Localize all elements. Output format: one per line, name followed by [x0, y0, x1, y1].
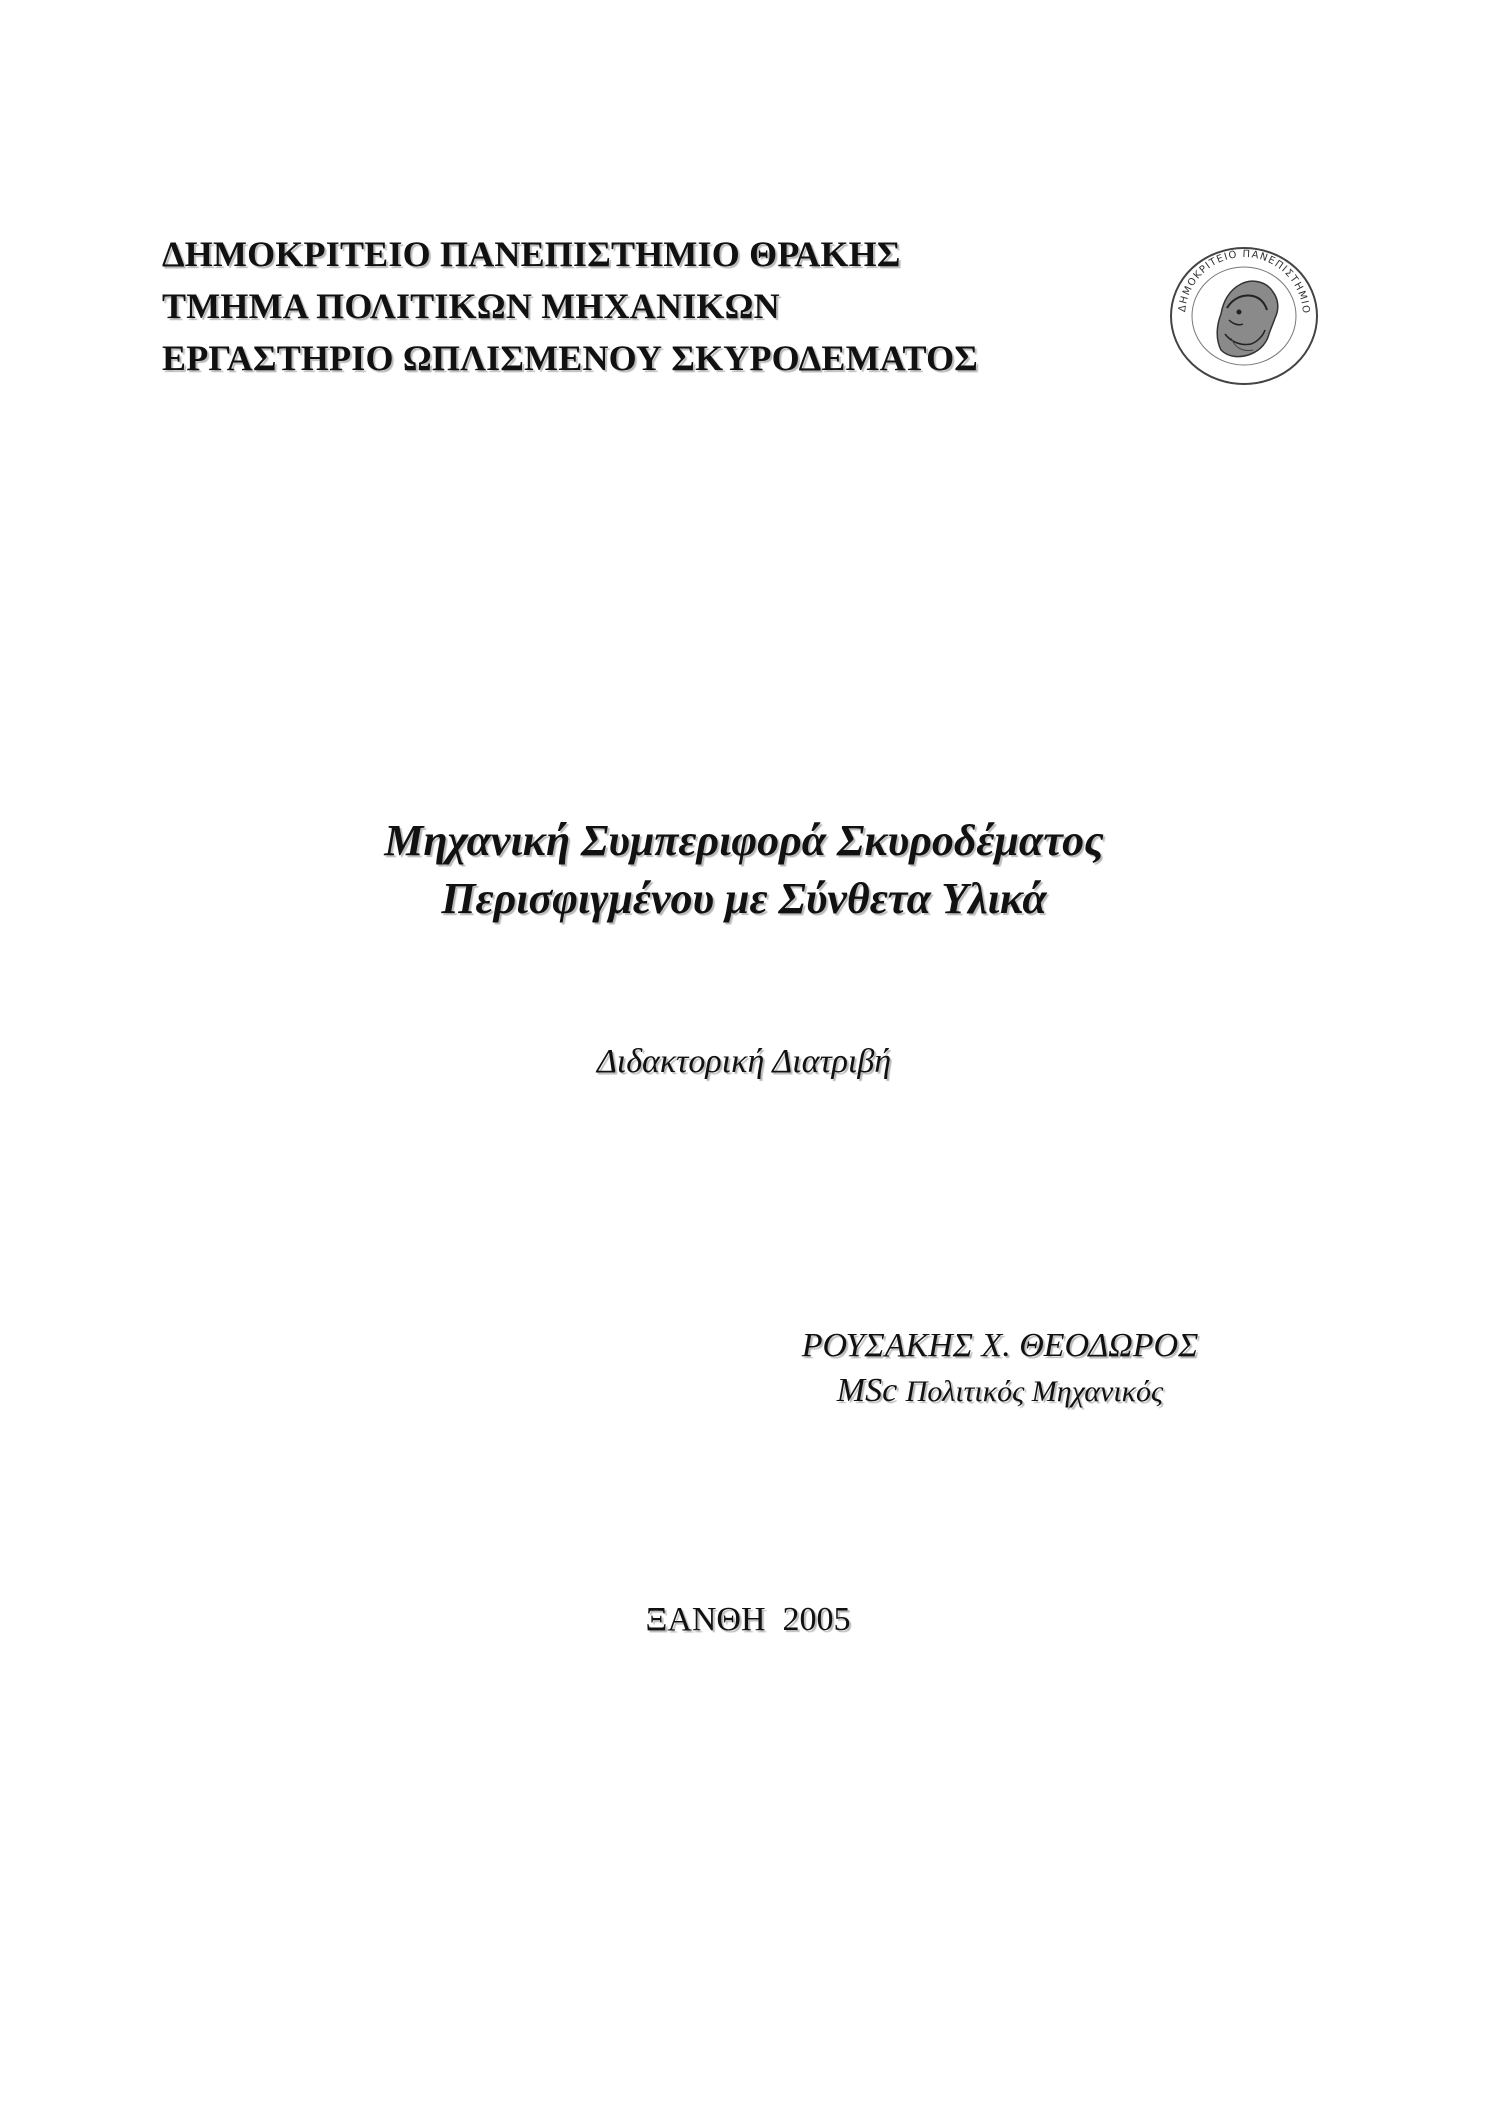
svg-text:ΔΗΜΟΚΡΙΤΕΙΟ ΠΑΝΕΠΙΣΤΗΜΙΟ ΘΡΑΚΗ: ΔΗΜΟΚΡΙΤΕΙΟ ΠΑΝΕΠΙΣΤΗΜΙΟ — [1177, 248, 1312, 315]
document-type: Διδακτορική Διατριβή — [596, 1043, 892, 1080]
institution-header — [162, 228, 1122, 384]
author-degree — [700, 1369, 1300, 1414]
department-name: ΤΜΗΜΑ ΠΟΛΙΤΙΚΩΝ ΜΗΧΑΝΙΚΩΝ — [162, 286, 780, 326]
degree-title: Πολιτικός Μηχανικός — [905, 1375, 1164, 1408]
university-name: ΔΗΜΟΚΡΙΤΕΙΟ ΠΑΝΕΠΙΣΤΗΜΙΟ ΘΡΑΚΗΣ — [162, 234, 901, 274]
thesis-title-line-1: Μηχανική Συμπεριφορά Σκυροδέματος — [384, 816, 1104, 865]
university-seal-icon — [1163, 238, 1325, 386]
thesis-title-line-2: Περισφιγμένου με Σύνθετα Υλικά — [441, 874, 1047, 923]
degree-abbreviation: MSc — [836, 1372, 898, 1409]
place-and-year: ΞΑΝΘΗ 2005 — [645, 1601, 851, 1638]
laboratory-name: ΕΡΓΑΣΤΗΡΙΟ ΩΠΛΙΣΜΕΝΟΥ ΣΚΥΡΟΔΕΜΑΤΟΣ — [162, 338, 979, 378]
author-block — [700, 1323, 1300, 1414]
author-name: ΡΟΥΣΑΚΗΣ Χ. ΘΕΟΔΩΡΟΣ — [801, 1327, 1199, 1364]
thesis-title — [0, 812, 1488, 928]
